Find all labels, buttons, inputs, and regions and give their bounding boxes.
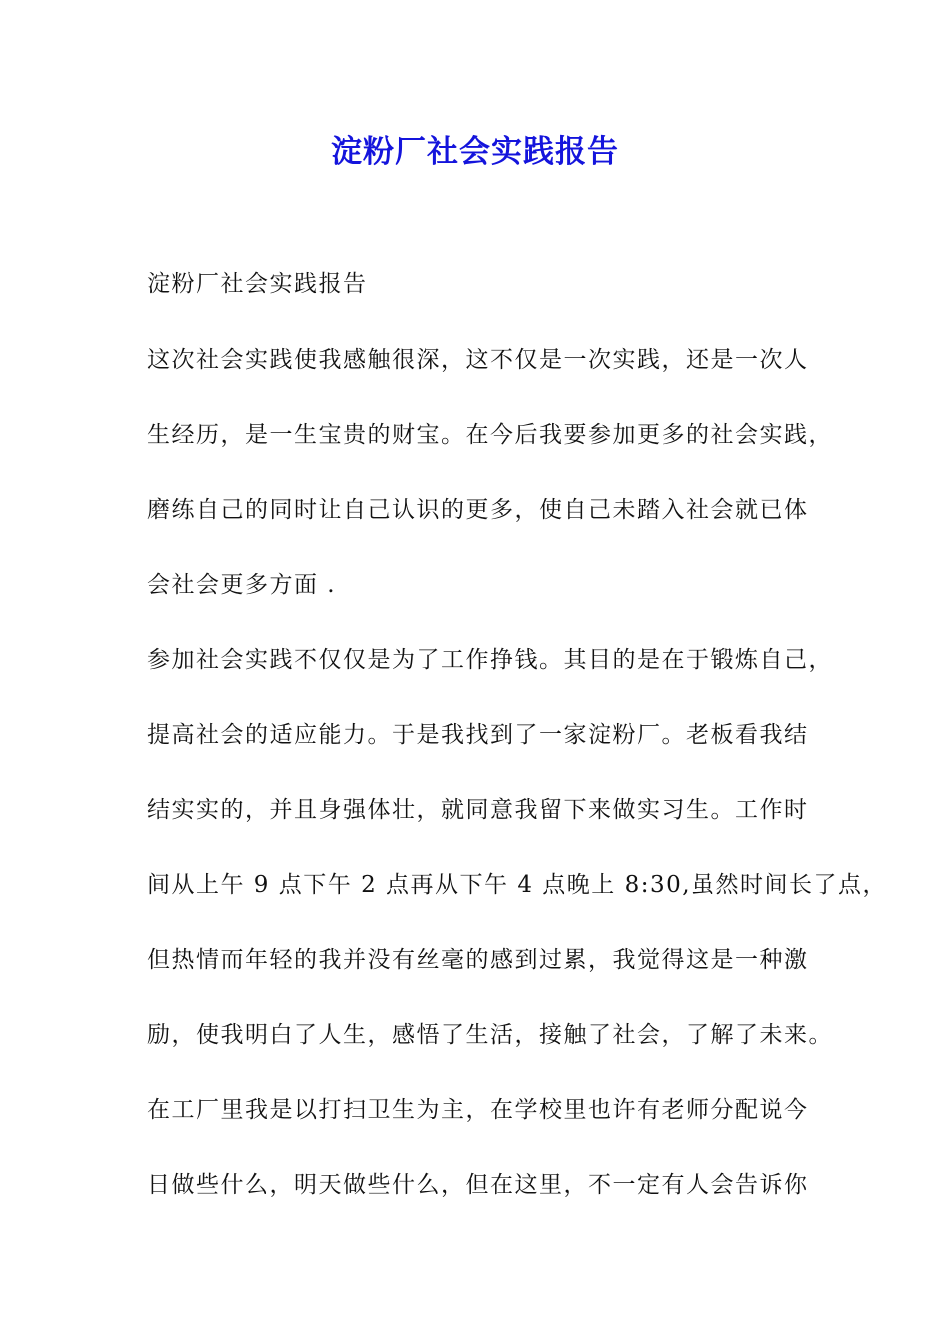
body-line: 在工厂里我是以打扫卫生为主，在学校里也许有老师分配说今 — [147, 1097, 809, 1123]
body-line: 励，使我明白了人生，感悟了生活，接触了社会，了解了未来。 — [147, 1022, 833, 1048]
body-line: 提高社会的适应能力。于是我找到了一家淀粉厂。老板看我结 — [147, 722, 809, 748]
body-line: 磨练自己的同时让自己认识的更多，使自己未踏入社会就已体 — [147, 497, 809, 523]
body-line: 日做些什么，明天做些什么，但在这里，不一定有人会告诉你 — [147, 1172, 809, 1198]
body-line: 这次社会实践使我感触很深，这不仅是一次实践，还是一次人 — [147, 347, 809, 373]
subtitle-line: 淀粉厂社会实践报告 — [147, 271, 368, 297]
body-line: 但热情而年轻的我并没有丝毫的感到过累，我觉得这是一种激 — [147, 947, 809, 973]
body-line: 间从上午 9 点下午 2 点再从下午 4 点晚上 8:30,虽然时间长了点， — [147, 872, 888, 898]
body-line: 结实实的，并且身强体壮，就同意我留下来做实习生。工作时 — [147, 797, 809, 823]
document-title: 淀粉厂社会实践报告 — [331, 134, 619, 170]
body-line: 参加社会实践不仅仅是为了工作挣钱。其目的是在于锻炼自己， — [147, 647, 833, 673]
body-line: 会社会更多方面 . — [147, 572, 337, 598]
body-line: 生经历，是一生宝贵的财宝。在今后我要参加更多的社会实践， — [147, 422, 833, 448]
